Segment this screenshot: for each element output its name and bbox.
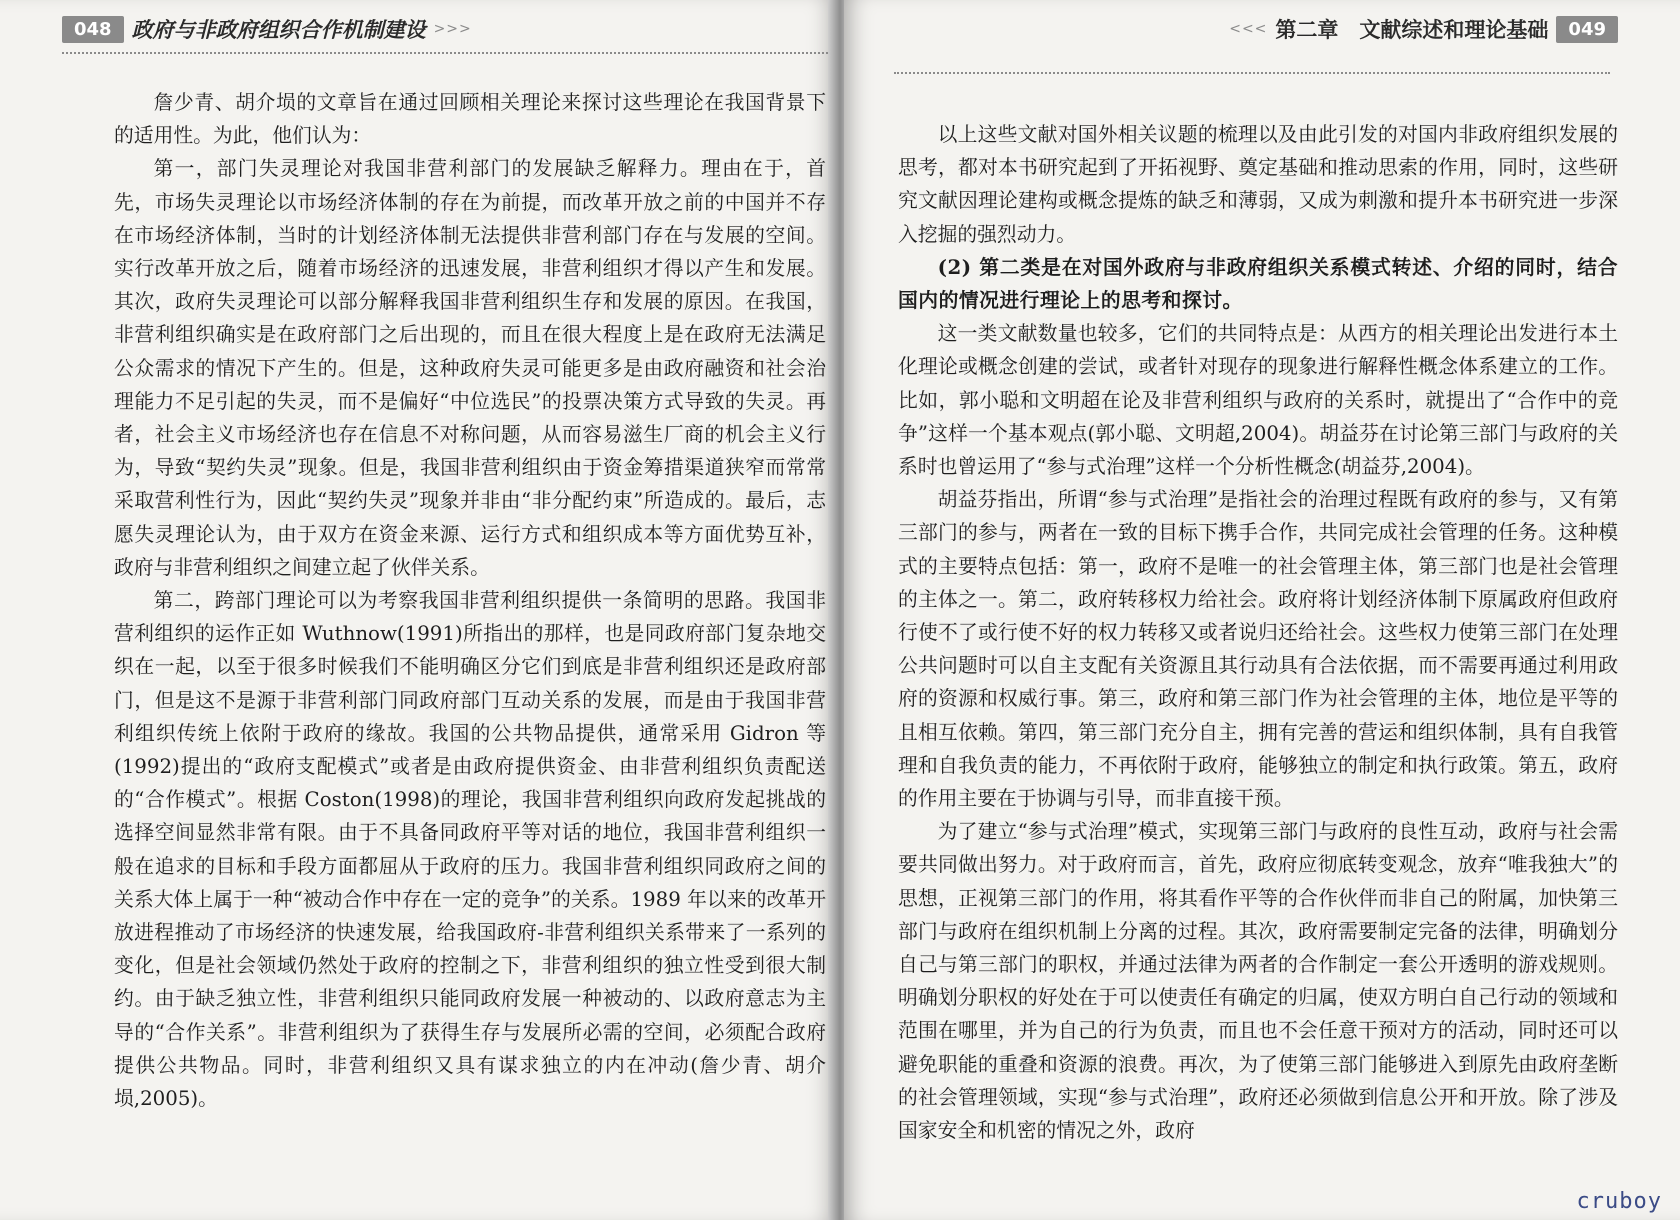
- right-running-title: 第二章 文献综述和理论基础: [1275, 18, 1549, 42]
- paragraph: 第二，跨部门理论可以为考察我国非营利组织提供一条简明的思路。我国非营利组织的运作正如 Wuthnow(1991)所指出的那样，也是同政府部门复杂地交织在一起，以至于很多时候我们不能明确区分它们到底是非营利组织还是政府部门，但是这不是源于非营利部门同政府部门互动关系的发展，而是由于我国非营利组织传统上依附于政府的缘故。我国的公共物品提供，通常采用 Gidron 等(1992)提出的“政府支配模式”或者是由政府提供资金、由非营利组织负责配送的“合作模式”。根据 Coston(1998)的理论，我国非营利组织向政府发起挑战的选择空间显然非常有限。由于不具备同政府平等对话的地位，我国非营利组织一般在追求的目标和手段方面都屈从于政府的压力。我国非营利组织同政府之间的关系大体上属于一种“被动合作中存在一定的竞争”的关系。1989 年以来的改革开放进程推动了市场经济的快速发展，给我国政府-非营利组织关系带来了一系列的变化，但是社会领域仍然处于政府的控制之下，非营利组织的独立性受到很大制约。由于缺乏独立性，非营利组织只能同政府发展一种被动的、以政府意志为主导的“合作关系”。非营利组织为了获得生存与发展所必需的空间，必须配合政府提供公共物品。同时，非营利组织又具有谋求独立的内在冲动(詹少青、胡介埙,2005)。: [114, 589, 826, 1111]
- paragraph: 这一类文献数量也较多，它们的共同特点是：从西方的相关理论出发进行本土化理论或概念创建的尝试，或者针对现存的现象进行解释性概念体系建立的工作。比如，郭小聪和文明超在论及非营利组织与政府的关系时，就提出了“合作中的竞争”这样一个基本观点(郭小聪、文明超,2004)。胡益芬在讨论第三部门与政府的关系时也曾运用了“参与式治理”这样一个分析性概念(胡益芬,2004)。: [898, 322, 1618, 479]
- left-running-head: [62, 14, 472, 44]
- paragraph: 为了建立“参与式治理”模式，实现第三部门与政府的良性互动，政府与社会需要共同做出努力。对于政府而言，首先，政府应彻底转变观念，放弃“唯我独大”的思想，正视第三部门的作用，将其看作平等的合作伙伴而非自己的附属，加快第三部门与政府在组织机制上分离的过程。其次，政府需要制定完备的法律，明确划分自己与第三部门的职权，并通过法律为两者的合作制定一套公开透明的游戏规则。明确划分职权的好处在于可以使责任有确定的归属，使双方明白自己行动的领域和范围在哪里，并为自己的行为负责，而且也不会任意干预对方的活动，同时还可以避免职能的重叠和资源的浪费。再次，为了使第三部门能够进入到原先由政府垄断的社会管理领域，实现“参与式治理”，政府还必须做到信息公开和开放。除了涉及国家安全和机密的情况之外，政府: [898, 820, 1618, 1143]
- left-body-text: [114, 86, 826, 1115]
- watermark: cruboy: [1576, 1189, 1662, 1214]
- left-running-title: 政府与非政府组织合作机制建设: [131, 18, 426, 42]
- header-divider-right: [894, 72, 1610, 74]
- right-running-head: [1229, 14, 1618, 44]
- header-divider-left: [62, 52, 828, 54]
- chevron-right-icon: >>>: [433, 21, 472, 37]
- left-page: [0, 0, 836, 1220]
- right-page: [844, 0, 1680, 1220]
- page-number-right: 049: [1556, 16, 1618, 43]
- paragraph: 第一，部门失灵理论对我国非营利部门的发展缺乏解释力。理由在于，首先，市场失灵理论以市场经济体制的存在为前提，而改革开放之前的中国并不存在市场经济体制，当时的计划经济体制无法提供非营利部门存在与发展的空间。实行改革开放之后，随着市场经济的迅速发展，非营利组织才得以产生和发展。其次，政府失灵理论可以部分解释我国非营利组织生存和发展的原因。在我国，非营利组织确实是在政府部门之后出现的，而且在很大程度上是在政府无法满足公众需求的情况下产生的。但是，这种政府失灵可能更多是由政府融资和社会治理能力不足引起的失灵，而不是偏好“中位选民”的投票决策方式导致的失灵。再者，社会主义市场经济也存在信息不对称问题，从而容易滋生厂商的机会主义行为，导致“契约失灵”现象。但是，我国非营利组织由于资金筹措渠道狭窄而常常采取营利性行为，因此“契约失灵”现象并非由“非分配约束”所造成的。最后，志愿失灵理论认为，由于双方在资金来源、运行方式和组织成本等方面优势互补，政府与非营利组织之间建立起了伙伴关系。: [114, 157, 826, 579]
- paragraph: 詹少青、胡介埙的文章旨在通过回顾相关理论来探讨这些理论在我国背景下的适用性。为此，他们认为：: [114, 91, 826, 148]
- paragraph: 以上这些文献对国外相关议题的梳理以及由此引发的对国内非政府组织发展的思考，都对本书研究起到了开拓视野、奠定基础和推动思索的作用，同时，这些研究文献因理论建构或概念提炼的缺乏和薄弱，又成为刺激和提升本书研究进一步深入挖掘的强烈动力。: [898, 123, 1618, 246]
- page-number-left: 048: [62, 16, 124, 43]
- section-heading: (2) 第二类是在对国外政府与非政府组织关系模式转述、介绍的同时，结合国内的情况进行理论上的思考和探讨。: [898, 254, 1618, 313]
- chevron-left-icon: <<<: [1229, 21, 1268, 37]
- paragraph: 胡益芬指出，所谓“参与式治理”是指社会的治理过程既有政府的参与，又有第三部门的参与，两者在一致的目标下携手合作，共同完成社会管理的任务。这种模式的主要特点包括：第一，政府不是唯一的社会管理主体，第三部门也是社会管理的主体之一。第二，政府转移权力给社会。政府将计划经济体制下原属政府但政府行使不了或行使不好的权力转移又或者说归还给社会。这些权力使第三部门在处理公共问题时可以自主支配有关资源且其行动具有合法依据，而不需要再通过利用政府的资源和权威行事。第三，政府和第三部门作为社会管理的主体，地位是平等的且相互依赖。第四，第三部门充分自主，拥有完善的营运和组织体制，具有自我管理和自我负责的能力，不再依附于政府，能够独立的制定和执行政策。第五，政府的作用主要在于协调与引导，而非直接干预。: [898, 488, 1618, 811]
- right-body-text: [898, 118, 1618, 1147]
